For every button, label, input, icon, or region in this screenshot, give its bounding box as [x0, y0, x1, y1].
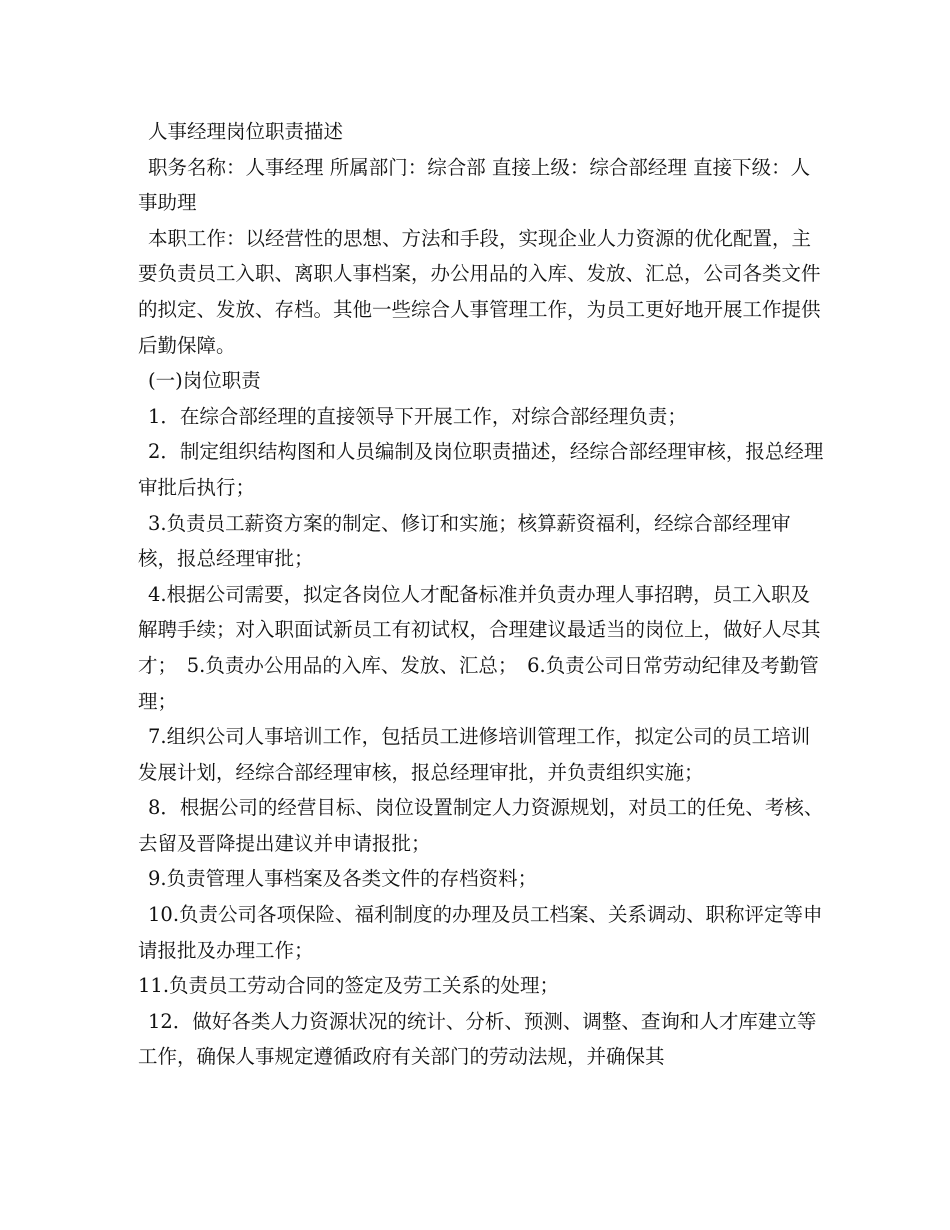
duty-item-3: 3.负责员工薪资方案的制定、修订和实施；核算薪资福利，经综合部经理审核，报总经理审批；	[138, 511, 791, 571]
document-title: 人事经理岗位职责描述	[148, 120, 344, 143]
duty-item-1: 1．在综合部经理的直接领导下开展工作，对综合部经理负责；	[148, 404, 687, 428]
duty-item-12: 12．做好各类人力资源状况的统计、分析、预测、调整、查询和人才库建立等工作，确保人事规定遵循政府有关部门的劳动法规，并确保其	[138, 1009, 817, 1069]
duty-item-2: 2．制定组织结构图和人员编制及岗位职责描述，经综合部经理审核，报总经理审批后执行；	[138, 440, 824, 499]
duty-item-11: 11.负责员工劳动合同的签定及劳工关系的处理；	[138, 974, 560, 998]
job-summary-paragraph: 本职工作：以经营性的思想、方法和手段，实现企业人力资源的优化配置，主要负责员工入职、离职人事档案，办公用品的入库、发放、汇总，公司各类文件的拟定、发放、存档。其他一些综合人事管理工作，为员工更好地开展工作提供后勤保障。	[138, 226, 821, 357]
duty-item-8: 8．根据公司的经营目标、岗位设置制定人力资源规划，对员工的任免、考核、去留及晋降提出建议并申请报批；	[138, 796, 824, 855]
document-body	[138, 114, 828, 1075]
job-info-paragraph: 职务名称：人事经理 所属部门：综合部 直接上级：综合部经理 直接下级：人事助理	[138, 155, 811, 215]
duty-item-7: 7.组织公司人事培训工作，包括员工进修培训管理工作，拟定公司的员工培训发展计划，经综合部经理审核，报总经理审批，并负责组织实施；	[138, 725, 811, 784]
duty-item-9: 9.负责管理人事档案及各类文件的存档资料；	[148, 867, 538, 891]
section-heading: (一)岗位职责	[148, 369, 261, 393]
duty-item-4-6: 4.根据公司需要，拟定各岗位人才配备标准并负责办理人事招聘，员工入职及解聘手续；对入职面试新员工有初试权，合理建议最适当的岗位上，做好人尽其才； 5.负责办公用品的入库、发放、汇总； 6.负责公司日常劳动纪律及考勤管理；	[138, 582, 821, 713]
duty-item-10: 10.负责公司各项保险、福利制度的办理及员工档案、关系调动、职称评定等申请报批及办理工作；	[138, 903, 823, 962]
